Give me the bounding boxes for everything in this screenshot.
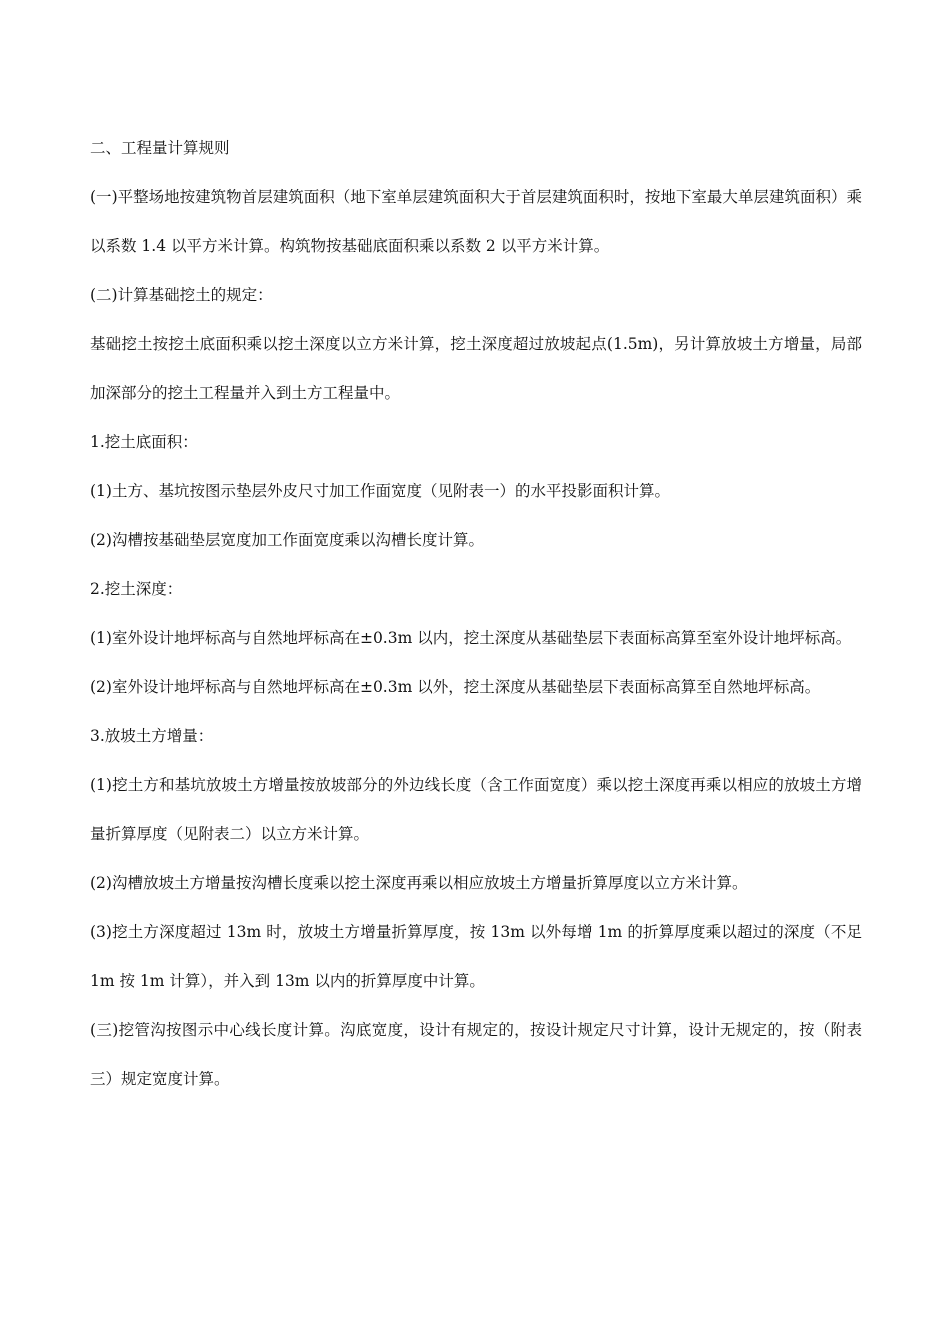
section-heading: 二、工程量计算规则 xyxy=(90,139,230,157)
paragraph-bottom-area-1: (1)土方、基坑按图示垫层外皮尺寸加工作面宽度（见附表一）的水平投影面积计算。 xyxy=(90,482,670,500)
subsection-heading-excavation: (二)计算基础挖土的规定： xyxy=(90,286,273,304)
paragraph-excavation-rule: 基础挖土按挖土底面积乘以挖土深度以立方米计算，挖土深度超过放坡起点(1.5m)，另计算放坡土方增量，局部加深部分的挖土工程量并入到土方工程量中。 xyxy=(90,335,862,402)
paragraph-depth-1: (1)室外设计地坪标高与自然地坪标高在±0.3m 以内，挖土深度从基础垫层下表面标高算至室外设计地坪标高。 xyxy=(90,629,852,647)
paragraph-bottom-area-2: (2)沟槽按基础垫层宽度加工作面宽度乘以沟槽长度计算。 xyxy=(90,531,484,549)
item-heading-bottom-area: 1.挖土底面积： xyxy=(90,433,198,451)
paragraph-slope-2: (2)沟槽放坡土方增量按沟槽长度乘以挖土深度再乘以相应放坡土方增量折算厚度以立方米计算。 xyxy=(90,874,748,892)
paragraph-slope-1: (1)挖土方和基坑放坡土方增量按放坡部分的外边线长度（含工作面宽度）乘以挖土深度再乘以相应的放坡土方增量折算厚度（见附表二）以立方米计算。 xyxy=(90,776,862,843)
paragraph-depth-2: (2)室外设计地坪标高与自然地坪标高在±0.3m 以外，挖土深度从基础垫层下表面标高算至自然地坪标高。 xyxy=(90,678,821,696)
item-heading-depth: 2.挖土深度： xyxy=(90,580,183,598)
paragraph-slope-3: (3)挖土方深度超过 13m 时，放坡土方增量折算厚度，按 13m 以外每增 1m 的折算厚度乘以超过的深度（不足 1m 按 1m 计算），并入到 13m 以内的折算厚度中计算。 xyxy=(90,923,862,990)
item-heading-slope-increment: 3.放坡土方增量： xyxy=(90,727,214,745)
document-body xyxy=(90,124,862,1104)
paragraph-pipe-trench: (三)挖管沟按图示中心线长度计算。沟底宽度，设计有规定的，按设计规定尺寸计算，设计无规定的，按（附表三）规定宽度计算。 xyxy=(90,1021,862,1088)
paragraph-site-leveling: (一)平整场地按建筑物首层建筑面积（地下室单层建筑面积大于首层建筑面积时，按地下室最大单层建筑面积）乘以系数 1.4 以平方米计算。构筑物按基础底面积乘以系数 2 以平方米计算。 xyxy=(90,188,862,255)
